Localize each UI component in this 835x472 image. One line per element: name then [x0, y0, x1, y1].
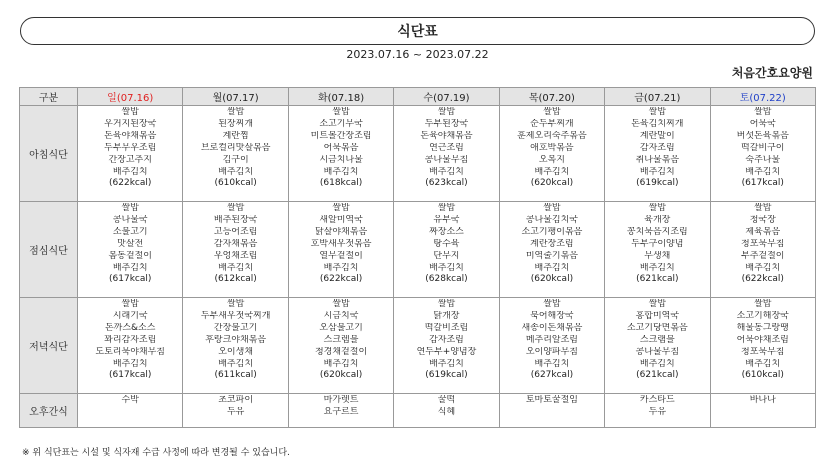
menu-cell [288, 202, 393, 298]
menu-item: 배추김치 [745, 262, 781, 273]
menu-item: 쌀밥 [754, 299, 772, 309]
menu-item: 두부구이양념 [631, 238, 684, 249]
menu-item: 부추겉절이 [741, 250, 785, 261]
menu-item: 두부새우젓국찌개 [200, 310, 271, 321]
menu-item: 연근조림 [429, 142, 464, 153]
menu-item: 애호박볶음 [530, 142, 574, 153]
calorie-label: (620kcal) [530, 178, 574, 189]
menu-item: 요구르트 [323, 406, 359, 417]
menu-item: 떡갈비조림 [424, 322, 469, 333]
menu-item: 배추김치 [323, 358, 359, 369]
menu-cell [499, 394, 604, 428]
menu-cell [78, 106, 183, 202]
menu-item: 북어해장국 [530, 310, 574, 321]
meal-row [20, 106, 816, 202]
menu-item: 브로컬리맛살볶음 [200, 142, 271, 153]
menu-item: 배추김치 [323, 166, 359, 177]
menu-item: 오이양파무침 [525, 346, 578, 357]
menu-item: 배추김치 [112, 262, 148, 273]
menu-item: 스크렘블 [323, 334, 359, 345]
menu-cell [710, 202, 815, 298]
day-header: 일(07.16) [78, 88, 183, 106]
menu-item: 소고기무국 [319, 118, 363, 129]
menu-cell [78, 394, 183, 428]
calorie-label: (628kcal) [425, 274, 468, 285]
header-row [20, 88, 816, 106]
menu-item: 호박새우젓볶음 [310, 238, 372, 249]
menu-item: 연두부+양념장 [416, 346, 477, 357]
menu-item: 훈제오리숙주볶음 [517, 130, 587, 141]
menu-cell [288, 394, 393, 428]
menu-item: 배추김치 [639, 358, 675, 369]
calorie-label: (619kcal) [636, 178, 679, 189]
menu-item: 미트볼간장조림 [310, 130, 372, 141]
date-range: 2023.07.16 ~ 2023.07.22 [346, 48, 489, 61]
calorie-label: (622kcal) [741, 274, 784, 285]
menu-cell [499, 106, 604, 202]
menu-item: 맛살전 [117, 238, 144, 249]
menu-item: 쌀밥 [226, 203, 245, 213]
menu-item: 쌀밥 [332, 299, 350, 309]
day-header: 금(07.21) [605, 88, 710, 106]
menu-item: 오이생채 [218, 346, 254, 357]
menu-item: 김구이 [222, 154, 249, 165]
menu-item: 마가렛트 [323, 395, 359, 405]
menu-item: 우거지된장국 [104, 118, 157, 129]
menu-item: 후랑크야채볶음 [205, 334, 267, 345]
menu-item: 짜장소스 [429, 226, 464, 237]
menu-item: 초코파이 [218, 395, 254, 405]
menu-item: 된장찌개 [218, 118, 254, 129]
menu-item: 미역줄기볶음 [525, 250, 578, 261]
menu-cell [288, 106, 393, 202]
menu-cell [394, 298, 499, 394]
menu-item: 숙주나물 [745, 154, 781, 165]
menu-item: 쌀밥 [121, 203, 139, 213]
menu-item: 쌀밥 [754, 107, 772, 117]
menu-cell [183, 202, 288, 298]
menu-item: 시금치나물 [319, 154, 363, 165]
menu-cell [394, 106, 499, 202]
page-title-text: 식단표 [397, 24, 438, 40]
menu-item: 오삼불고기 [319, 322, 363, 333]
menu-item: 돈육야채볶음 [420, 130, 473, 141]
menu-cell [605, 106, 710, 202]
menu-cell [288, 298, 393, 394]
menu-cell [605, 394, 710, 428]
menu-item: 감자채볶음 [213, 238, 258, 249]
menu-item: 닭살야채볶음 [314, 226, 368, 237]
menu-item: 취나물볶음 [635, 154, 680, 165]
menu-item: 돈육김치찌개 [631, 118, 684, 129]
day-header: 월(07.17) [183, 88, 288, 106]
menu-item: 계란장조림 [530, 238, 574, 249]
menu-item: 메추리알조림 [525, 334, 578, 345]
meal-row [20, 202, 816, 298]
menu-item: 열무겉절이 [319, 250, 363, 261]
menu-item: 배추된장국 [213, 214, 258, 225]
menu-item: 배추김치 [218, 262, 254, 273]
calorie-label: (622kcal) [319, 274, 363, 285]
menu-item: 콩나물무침 [635, 346, 680, 357]
calorie-label: (611kcal) [214, 370, 257, 381]
menu-item: 고등어조림 [213, 226, 258, 237]
menu-item: 계란찜 [222, 130, 249, 141]
menu-item: 간장불고기 [213, 322, 258, 333]
menu-item: 콩나물무침 [424, 154, 469, 165]
menu-item: 쌀밥 [121, 299, 139, 309]
menu-item: 시래기국 [112, 310, 148, 321]
menu-item: 육개장 [644, 214, 671, 225]
menu-item: 소고기팽이볶음 [521, 226, 583, 237]
menu-cell [183, 106, 288, 202]
menu-item: 어묵야채조림 [736, 334, 789, 345]
menu-cell [78, 298, 183, 394]
menu-table-body [20, 106, 816, 428]
menu-item: 쌀밥 [437, 203, 456, 213]
footnote: ※ 위 식단표는 시설 및 식자재 수급 사정에 따라 변경될 수 있습니다. [22, 448, 290, 458]
menu-item: 카스타드 [639, 395, 675, 405]
menu-cell [605, 202, 710, 298]
menu-item: 청경채겉절이 [314, 346, 368, 357]
menu-item: 쌀밥 [121, 107, 139, 117]
menu-item: 탕수육 [433, 238, 460, 249]
menu-item: 배추김치 [639, 262, 675, 273]
corner-header: 구분 [20, 88, 78, 106]
calorie-label: (620kcal) [530, 274, 574, 285]
calorie-label: (623kcal) [425, 178, 468, 189]
menu-item: 토마토꿀절임 [525, 395, 578, 405]
menu-item: 해물동그랑땡 [736, 322, 789, 333]
menu-item: 쌀밥 [437, 107, 456, 117]
menu-item: 쌀밥 [437, 299, 456, 309]
calorie-label: (622kcal) [109, 178, 152, 189]
menu-item: 꽁치묵음지조림 [626, 226, 688, 237]
menu-item: 청국장 [749, 214, 776, 225]
menu-table [19, 87, 816, 428]
menu-item: 쌀밥 [543, 107, 561, 117]
menu-item: 배추김치 [429, 262, 464, 273]
menu-item: 시금치국 [323, 310, 359, 321]
menu-item: 배추김치 [429, 166, 464, 177]
menu-item: 스크램블 [639, 334, 675, 345]
menu-item: 새송이돈채볶음 [521, 322, 583, 333]
menu-item: 배추김치 [745, 166, 781, 177]
menu-item: 돈육야채볶음 [104, 130, 157, 141]
calorie-label: (610kcal) [214, 178, 257, 189]
day-header: 토(07.22) [710, 88, 815, 106]
menu-item: 소불고기 [112, 226, 148, 237]
menu-item: 식혜 [437, 406, 456, 417]
calorie-label: (617kcal) [741, 178, 784, 189]
facility-name: 처음간호요양원 [731, 66, 813, 80]
menu-item: 쌀밥 [754, 203, 772, 213]
menu-cell [394, 202, 499, 298]
menu-item: 단무지 [433, 250, 460, 261]
menu-cell [710, 298, 815, 394]
menu-cell [183, 394, 288, 428]
menu-item: 배추김치 [323, 262, 359, 273]
calorie-label: (610kcal) [741, 370, 784, 381]
menu-item: 어묵국 [749, 118, 776, 129]
menu-item: 배추김치 [112, 358, 148, 369]
calorie-label: (612kcal) [214, 274, 257, 285]
menu-item: 돈까스&소스 [104, 322, 156, 333]
calorie-label: (627kcal) [530, 370, 574, 381]
menu-item: 소고기해장국 [736, 310, 789, 321]
menu-item: 쌀밥 [648, 107, 667, 117]
menu-cell [499, 298, 604, 394]
menu-item: 두유 [648, 406, 667, 417]
calorie-label: (619kcal) [425, 370, 468, 381]
menu-item: 수박 [121, 395, 139, 405]
menu-item: 바나나 [749, 395, 776, 405]
meal-row [20, 298, 816, 394]
menu-item: 배추김치 [534, 262, 570, 273]
menu-item: 배추김치 [745, 358, 781, 369]
menu-item: 소고기당면볶음 [626, 322, 688, 333]
calorie-label: (621kcal) [636, 274, 679, 285]
day-header: 화(07.18) [288, 88, 393, 106]
menu-item: 배추김치 [218, 358, 254, 369]
meal-label: 오후간식 [20, 394, 78, 428]
menu-item: 두부무우조림 [104, 142, 157, 153]
menu-item: 꿀떡 [437, 395, 456, 405]
menu-item: 감자조림 [639, 142, 675, 153]
menu-item: 떡갈비구이 [741, 142, 785, 153]
day-header: 수(07.19) [394, 88, 499, 106]
meal-label: 아침식단 [20, 106, 78, 202]
menu-cell [605, 298, 710, 394]
menu-item: 순두부찌개 [530, 118, 574, 129]
menu-item: 배추김치 [639, 166, 675, 177]
menu-item: 새알미역국 [319, 214, 363, 225]
menu-item: 홍합미역국 [635, 310, 680, 321]
menu-item: 쌀밥 [226, 107, 245, 117]
menu-item: 쌀밥 [648, 203, 667, 213]
meal-label: 저녁식단 [20, 298, 78, 394]
meal-label: 점심식단 [20, 202, 78, 298]
menu-item: 도토리묵야채무침 [95, 346, 165, 357]
menu-item: 배추김치 [429, 358, 464, 369]
page-title [20, 17, 815, 45]
calorie-label: (617kcal) [109, 370, 152, 381]
calorie-label: (621kcal) [636, 370, 679, 381]
menu-cell [710, 106, 815, 202]
menu-item: 배추김치 [534, 166, 570, 177]
menu-cell [710, 394, 815, 428]
calorie-label: (617kcal) [109, 274, 152, 285]
menu-item: 오복지 [538, 154, 565, 165]
menu-item: 배추김치 [112, 166, 148, 177]
menu-item: 두부된장국 [424, 118, 469, 129]
menu-item: 콩나물국 [112, 214, 148, 225]
menu-item: 쌀밥 [543, 299, 561, 309]
menu-item: 간장고추지 [108, 154, 152, 165]
menu-item: 우엉채조림 [213, 250, 258, 261]
menu-item: 어묵볶음 [323, 142, 359, 153]
menu-item: 계란말이 [639, 130, 675, 141]
menu-item: 배추김치 [534, 358, 570, 369]
menu-cell [78, 202, 183, 298]
menu-item: 쌀밥 [332, 107, 350, 117]
menu-item: 쌀밥 [226, 299, 245, 309]
menu-cell [394, 394, 499, 428]
menu-cell [499, 202, 604, 298]
menu-item: 닭개장 [433, 310, 460, 321]
menu-item: 무생채 [644, 250, 671, 261]
menu-item: 쌀밥 [648, 299, 667, 309]
menu-table-header [20, 88, 816, 106]
day-header: 목(07.20) [499, 88, 604, 106]
calorie-label: (618kcal) [319, 178, 363, 189]
menu-item: 버섯돈육볶음 [736, 130, 789, 141]
menu-item: 배추김치 [218, 166, 254, 177]
menu-item: 청포묵무침 [741, 346, 785, 357]
menu-item: 청포묵무침 [741, 238, 785, 249]
menu-item: 쌀밥 [332, 203, 350, 213]
menu-item: 꽈리감자조림 [104, 334, 157, 345]
menu-item: 유부국 [433, 214, 460, 225]
menu-item: 제육볶음 [745, 226, 781, 237]
meal-row [20, 394, 816, 428]
calorie-label: (620kcal) [319, 370, 363, 381]
menu-item: 쌀밥 [543, 203, 561, 213]
menu-item: 봄동겉절이 [108, 250, 152, 261]
menu-item: 두유 [226, 406, 245, 417]
menu-item: 감자조림 [429, 334, 464, 345]
menu-item: 콩나물김치국 [525, 214, 578, 225]
menu-cell [183, 298, 288, 394]
